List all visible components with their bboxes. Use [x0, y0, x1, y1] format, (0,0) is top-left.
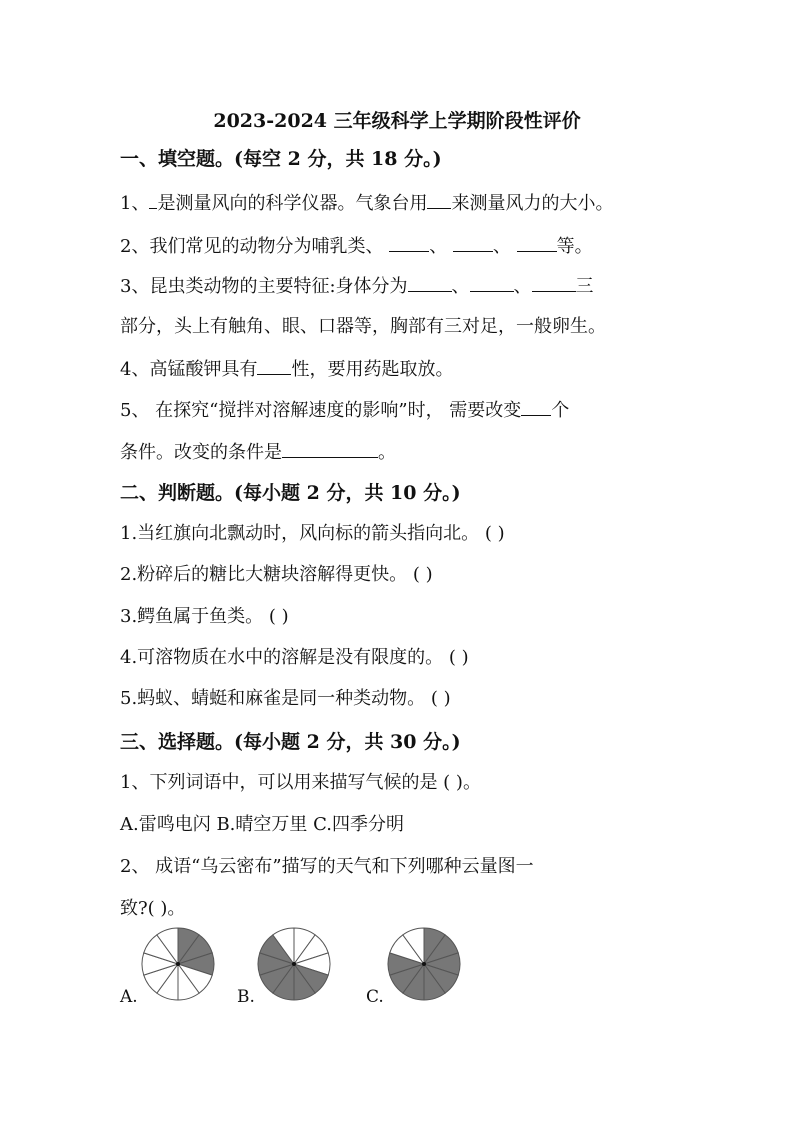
section-choice-heading: 三、选择题。(每小题 2 分，共 30 分。): [120, 731, 461, 753]
fill-q4: [120, 357, 453, 381]
judge-q1: 1.当红旗向北飘动时，风向标的箭头指向北。 ( ): [120, 523, 505, 544]
fill-q3-sep-2: 、: [513, 276, 532, 297]
fill-q3-sep-1: 、: [451, 276, 470, 297]
fill-q2: [120, 234, 593, 258]
section-fill-blank-heading: 一、填空题。(每空 2 分，共 18 分。): [120, 148, 442, 170]
judge-q3: 3.鳄鱼属于鱼类。 ( ): [120, 606, 289, 627]
cloud-chart-b-icon[interactable]: [256, 926, 332, 1002]
judge-q2: 2.粉碎后的糖比大糖块溶解得更快。 ( ): [120, 564, 433, 585]
option-b-label: B.: [237, 987, 255, 1007]
fill-q5-blank-2[interactable]: [282, 440, 378, 458]
fill-q5-cont: [120, 440, 396, 464]
fill-q4-blank[interactable]: [257, 357, 291, 375]
page-title: 2023-2024 三年级科学上学期阶段性评价: [213, 110, 581, 132]
option-c-label: C.: [366, 987, 384, 1007]
fill-q1: [120, 191, 613, 215]
pie-center: [176, 962, 180, 966]
fill-q2-blank-2[interactable]: [453, 234, 493, 252]
fill-q2-text-end: 等。: [556, 236, 593, 257]
fill-q1-text: 是测量风向的科学仪器。气象台用: [157, 193, 428, 214]
fill-q5-text-end: 个: [551, 400, 570, 421]
cloud-chart-a-icon[interactable]: [140, 926, 216, 1002]
fill-q2-blank-3[interactable]: [517, 234, 557, 252]
fill-q4-text: 4、高锰酸钾具有: [120, 359, 258, 380]
fill-q2-text: 2、我们常见的动物分为哺乳类、: [120, 236, 384, 257]
fill-q2-sep-2: 、: [492, 236, 511, 257]
fill-q1-blank-2[interactable]: [427, 191, 451, 209]
choice-q2-cont: 致?( )。: [120, 898, 186, 919]
fill-q3-blank-1[interactable]: [408, 274, 452, 292]
fill-q3: [120, 274, 594, 298]
pie-center: [292, 962, 296, 966]
fill-q3-blank-3[interactable]: [532, 274, 576, 292]
fill-q5-blank-1[interactable]: [521, 398, 551, 416]
fill-q1-text-end: 来测量风力的大小。: [451, 193, 614, 214]
fill-q5: [120, 398, 569, 422]
fill-q3-text-end: 三: [575, 276, 594, 297]
choice-q1: 1、下列词语中，可以用来描写气候的是 ( )。: [120, 772, 481, 793]
fill-q5-cont-text: 条件。改变的条件是: [120, 442, 282, 463]
fill-q3-blank-2[interactable]: [470, 274, 514, 292]
fill-q5-cont-end: 。: [378, 442, 396, 463]
option-a-label: A.: [120, 987, 138, 1007]
section-judge-heading: 二、判断题。(每小题 2 分，共 10 分。): [120, 482, 461, 504]
fill-q2-sep-1: 、: [429, 236, 448, 257]
fill-q2-blank-1[interactable]: [389, 234, 429, 252]
choice-q1-options: A.雷鸣电闪 B.晴空万里 C.四季分明: [120, 814, 404, 835]
fill-q3-cont: 部分，头上有触角、眼、口器等，胸部有三对足，一般卵生。: [120, 316, 606, 337]
pie-center: [422, 962, 426, 966]
choice-q2: 2、 成语“乌云密布”描写的天气和下列哪种云量图一: [120, 856, 534, 877]
judge-q5: 5.蚂蚁、蜻蜓和麻雀是同一种类动物。 ( ): [120, 688, 451, 709]
fill-q3-text: 3、昆虫类动物的主要特征:身体分为: [120, 276, 408, 297]
fill-q4-text-end: 性，要用药匙取放。: [291, 359, 454, 380]
fill-q1-num: 1、: [120, 193, 150, 214]
cloud-chart-c-icon[interactable]: [386, 926, 462, 1002]
judge-q4: 4.可溶物质在水中的溶解是没有限度的。 ( ): [120, 647, 469, 668]
fill-q5-text: 5、 在探究“搅拌对溶解速度的影响”时， 需要改变: [120, 400, 522, 421]
